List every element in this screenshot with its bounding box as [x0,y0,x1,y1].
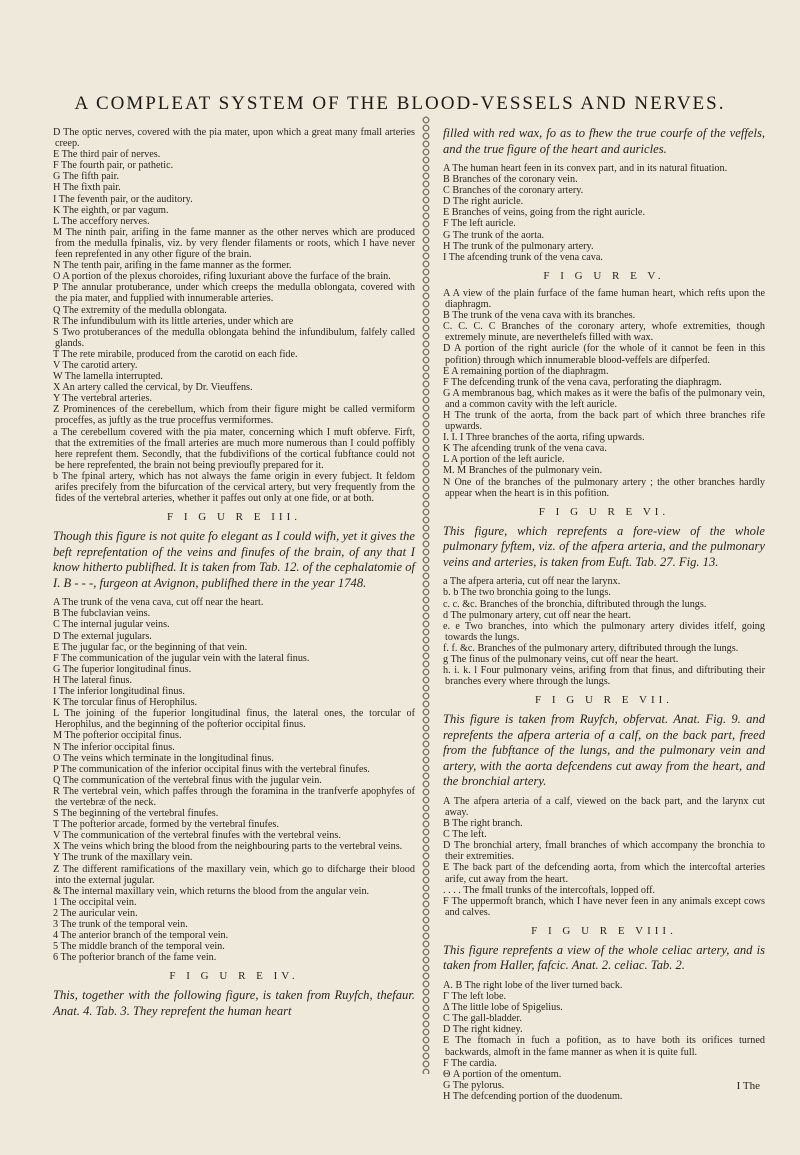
figure-caption: filled with red wax, fo as to fhew the true courfe of the veffels, and the true figure of the heart and auricles. [443,126,765,156]
legend-entry: I The feventh pair, or the auditory. [53,193,193,205]
legend-entry: Z The different ramifications of the maxillary vein, which go to difcharge their blood into the external jugular. [53,863,415,886]
legend-entry: 4 The anterior branch of the temporal vein. [53,930,229,942]
figure-heading: F I G U R E V. [543,269,665,282]
figure-heading: F I G U R E III. [167,511,301,524]
legend-entry: B The fubclavian veins. [53,608,151,620]
legend-entry: E The jugular fac, or the beginning of that vein. [53,641,248,653]
legend-entry: 5 The middle branch of the temporal vein. [53,941,225,953]
running-header: A COMPLEAT SYSTEM OF THE BLOOD-VESSELS AND NERVES. [74,93,726,114]
legend-entry: Γ The left lobe. [443,991,507,1003]
legend-entry: G The trunk of the aorta. [443,229,545,241]
legend-entry: M. M Branches of the pulmonary vein. [443,465,603,477]
legend-entry: . . . . The fmall trunks of the intercoftals, lopped off. [443,884,656,896]
legend-entry: I The afcending trunk of the vena cava. [443,251,603,263]
legend-entry: F The communication of the jugular vein with the lateral finus. [53,652,310,664]
legend-entry: X The veins which bring the blood from the neighbouring parts to the vertebral veins. [53,841,403,853]
legend-entry: T The rete mirabile, produced from the carotid on each fide. [53,348,298,360]
legend-entry: P The annular protuberance, under which creeps the medulla oblongata, covered with the pia mater, and fupplied with innumerable arteries. [53,282,415,305]
legend-entry: S The beginning of the vertebral finufes. [53,808,219,820]
legend-entry: R The vertebral vein, which paffes through the foramina in the tranfverfe apophyfes of the vertebræ of the neck. [53,785,415,808]
legend-entry: 6 The pofterior branch of the fame vein. [53,952,217,964]
legend-entry: H The trunk of the pulmonary artery. [443,240,594,252]
legend-entry: K The torcular finus of Herophilus. [53,697,198,709]
left-column [53,127,415,1025]
legend-entry: N The tenth pair, arifing in the fame manner as the former. [53,260,292,272]
legend-entry: F The fourth pair, or pathetic. [53,160,174,172]
legend-entry: B The trunk of the vena cava with its branches. [443,310,636,322]
legend-entry: N One of the branches of the pulmonary artery ; the other branches hardly appear when the heart is in this pofition. [443,476,765,499]
legend-entry: B Branches of the coronary vein. [443,174,578,186]
legend-entry: H The fixth pair. [53,182,121,194]
ornamental-divider [420,116,432,1074]
legend-entry: M The pofterior occipital finus. [53,730,182,742]
legend-entry: R The infundibulum with its little arteries, under which are [53,315,294,327]
legend-entry: D The bronchial artery, fmall branches of which accompany the bronchia to their extremities. [443,840,765,863]
figure-caption: This figure, which reprefents a fore-view of the whole pulmonary fyftem, viz. of the afpera arteria, and the pulmonary veins and arteries, is taken from Euft. Tab. 27. Fig. 13. [443,523,765,569]
legend-entry: L The joining of the fuperior longitudinal finus, the lateral ones, the torcular of Herophilus, and the beginning of the pofterior occipital finus. [53,708,415,731]
legend-entry: O A portion of the plexus choroides, rifing luxuriant above the furface of the brain. [53,271,391,283]
legend-entry: Θ A portion of the omentum. [443,1068,562,1080]
legend-entry: D The external jugulars. [53,630,152,642]
legend-entry: 3 The trunk of the temporal vein. [53,919,188,930]
legend-entry: E A remaining portion of the diaphragm. [443,365,609,377]
legend-entry: A A view of the plain furface of the fame human heart, which refts upon the diaphragm. [443,287,765,311]
legend-entry: 2 The auricular vein. [53,907,138,919]
legend-entry: L A portion of the left auricle. [443,454,565,466]
legend-entry: A The trunk of the vena cava, cut off near the heart. [53,597,264,609]
legend-entry: O The veins which terminate in the longitudinal finus. [53,752,274,764]
figure-heading: F I G U R E IV. [169,970,299,983]
legend-entry: a The afpera arteria, cut off near the larynx. [443,576,621,588]
legend-entry: W The lamella interrupted. [53,371,163,383]
legend-entry: V The communication of the vertebral finufes with the vertebral veins. [53,830,341,842]
legend-entry: F The defcending trunk of the vena cava, perforating the diaphragm. [443,376,722,388]
legend-entry: A The afpera arteria of a calf, viewed on the back part, and the larynx cut away. [443,795,765,818]
legend-entry: C Branches of the coronary artery. [443,185,584,197]
legend-entry: C The internal jugular veins. [53,619,170,631]
figure-caption: This figure reprefents a view of the whole celiac artery, and is taken from Haller, fafcic. Anat. 2. celiac. Tab. 2. [443,942,765,973]
legend-entry: D The optic nerves, covered with the pia mater, upon which a great many fmall arteries creep. [53,127,415,150]
legend-entry: c. c. &c. Branches of the bronchia, diftributed through the lungs. [443,598,707,610]
figure-caption: This, together with the following figure, is taken from Ruyfch, thefaur. Anat. 4. Tab. 3. They reprefent the human heart [53,988,415,1018]
legend-entry: E The ftomach in fuch a pofition, as to have both its orifices turned backwards, almoft in the fame manner as when it is quite full. [443,1035,765,1058]
legend-entry: C The left. [443,829,487,841]
legend-entry: L The acceffory nerves. [53,215,150,227]
legend-entry: S Two protuberances of the medulla oblongata behind the infundibulum, falfely called glands. [53,326,415,349]
legend-entry: H The trunk of the aorta, from the back part of which three branches rife upwards. [443,409,765,433]
figure-caption: Though this figure is not quite fo elegant as I could wifh, yet it gives the beft reprefentation of the veins and finufes of the brain, of any that I know hitherto publifhed. It is taken from Tab. 12. of the cephalatomie of I. B - - -, furgeon at Avignon, publifhed there in the year 1748. [53,529,415,590]
legend-entry: A. B The right lobe of the liver turned back. [443,979,623,991]
legend-entry: D The right kidney. [443,1024,523,1036]
legend-entry: Δ The little lobe of Spigelius. [443,1002,563,1014]
legend-entry: b The fpinal artery, which has not always the fame origin in every fubject. It feldom arifes precifely from the bifurcation of the cervical artery, but very frequently from the fides of the vertebral arteries, whether it paffes out only at one fide, or at both. [53,470,415,505]
legend-entry: E Branches of veins, going from the right auricle. [443,207,645,219]
legend-entry: H The lateral finus. [53,674,133,686]
figure-caption: This figure is taken from Ruyfch, obfervat. Anat. Fig. 9. and reprefents the afpera arteria of a calf, on the back part, freed from the fubftance of the lungs, and the pulmonary vein and artery, with the aorta defcendens cut away from the heart, and the bronchial artery. [443,712,765,789]
legend-entry: G A membranous bag, which makes as it were the bafis of the pulmonary vein, and a common cavity with the left auricle. [443,387,765,410]
legend-entry: G The pylorus. [443,1079,505,1091]
legend-entry: d The pulmonary artery, cut off near the heart. [443,609,631,621]
legend-entry: F The cardia. [443,1057,497,1069]
legend-entry: F The uppermoft branch, which I have never feen in any animals except cows and calves. [443,895,765,918]
right-column [443,127,765,1102]
legend-entry: X An artery called the cervical, by Dr. Vieuffens. [53,382,253,394]
legend-entry: h. i. k. l Four pulmonary veins, arifing from that finus, and diftributing their branches every where through the lungs. [443,665,765,688]
legend-entry: K The eighth, or par vagum. [53,204,169,216]
legend-entry: D A portion of the right auricle (for the whole of it cannot be feen in this pofition) through which innumerable blood-veffels are difperfed. [443,343,765,366]
legend-entry: e. e Two branches, into which the pulmonary artery divides itfelf, going towards the lungs. [443,620,765,643]
legend-entry: H The defcending portion of the duodenum. [443,1090,623,1102]
legend-entry: K The afcending trunk of the vena cava. [443,443,607,455]
legend-entry: N The inferior occipital finus. [53,741,175,753]
legend-entry: M The ninth pair, arifing in the fame manner as the other nerves which are produced from the medulla fpinalis, viz. by very flender filaments or roots, which I have never feen reprefented in any other figure of the brain. [53,226,415,261]
legend-entry: Z Prominences of the cerebellum, which from their figure might be called vermiform proceffes, as juftly as the true proceffus vermiformes. [53,404,415,427]
legend-entry: f. f. &c. Branches of the pulmonary artery, diftributed through the lungs. [443,642,739,654]
legend-entry: G The fifth pair. [53,171,120,183]
legend-entry: E The back part of the defcending aorta, from which the intercoftal arteries arife, cut away from the heart. [443,862,765,885]
legend-entry: P The communication of the inferior occipital finus with the vertebral finufes. [53,763,370,775]
legend-entry: Y The vertebral arteries. [53,393,152,405]
legend-entry: 1 The occipital vein. [53,896,137,908]
legend-entry: A The human heart feen in its convex part, and in its natural fituation. [443,163,728,174]
legend-entry: C. C. C. C Branches of the coronary artery, whofe extremities, though extremely minute, are neverthelefs filled with wax. [443,321,765,344]
legend-entry: a The cerebellum covered with the pia mater, concerning which I muft obferve. Firft, that the extremities of the fmall arteries are much more numerous than I could poffibly here reprefent them. Secondly, that the fubdivifions of the cortical fubftance could not be here reprefented, the brain not being previoufly prepared for it. [53,426,415,471]
legend-entry: V The carotid artery. [53,359,138,371]
figure-heading: F I G U R E VII. [534,694,674,707]
legend-entry: I. I. I Three branches of the aorta, rifing upwards. [443,432,645,444]
legend-entry: I The inferior longitudinal finus. [53,686,185,698]
legend-entry: F The left auricle. [443,218,516,230]
legend-entry: T The pofterior arcade, formed by the vertebral finufes. [53,819,279,831]
legend-entry: G The fuperior longitudinal finus. [53,663,192,675]
figure-heading: F I G U R E VIII. [531,924,677,937]
legend-entry: & The internal maxillary vein, which returns the blood from the angular vein. [53,885,370,897]
legend-entry: Q The extremity of the medulla oblongata. [53,304,227,316]
legend-entry: Y The trunk of the maxillary vein. [53,852,193,864]
catchword: I The [736,1080,760,1092]
legend-entry: B The right branch. [443,818,523,830]
legend-entry: g The finus of the pulmonary veins, cut off near the heart. [443,653,679,665]
legend-entry: E The third pair of nerves. [53,149,161,161]
legend-entry: C The gall-bladder. [443,1013,522,1025]
figure-heading: F I G U R E VI. [538,505,670,518]
legend-entry: b. b The two bronchia going to the lungs. [443,587,611,599]
legend-entry: D The right auricle. [443,196,524,208]
legend-entry: Q The communication of the vertebral finus with the jugular vein. [53,774,322,786]
